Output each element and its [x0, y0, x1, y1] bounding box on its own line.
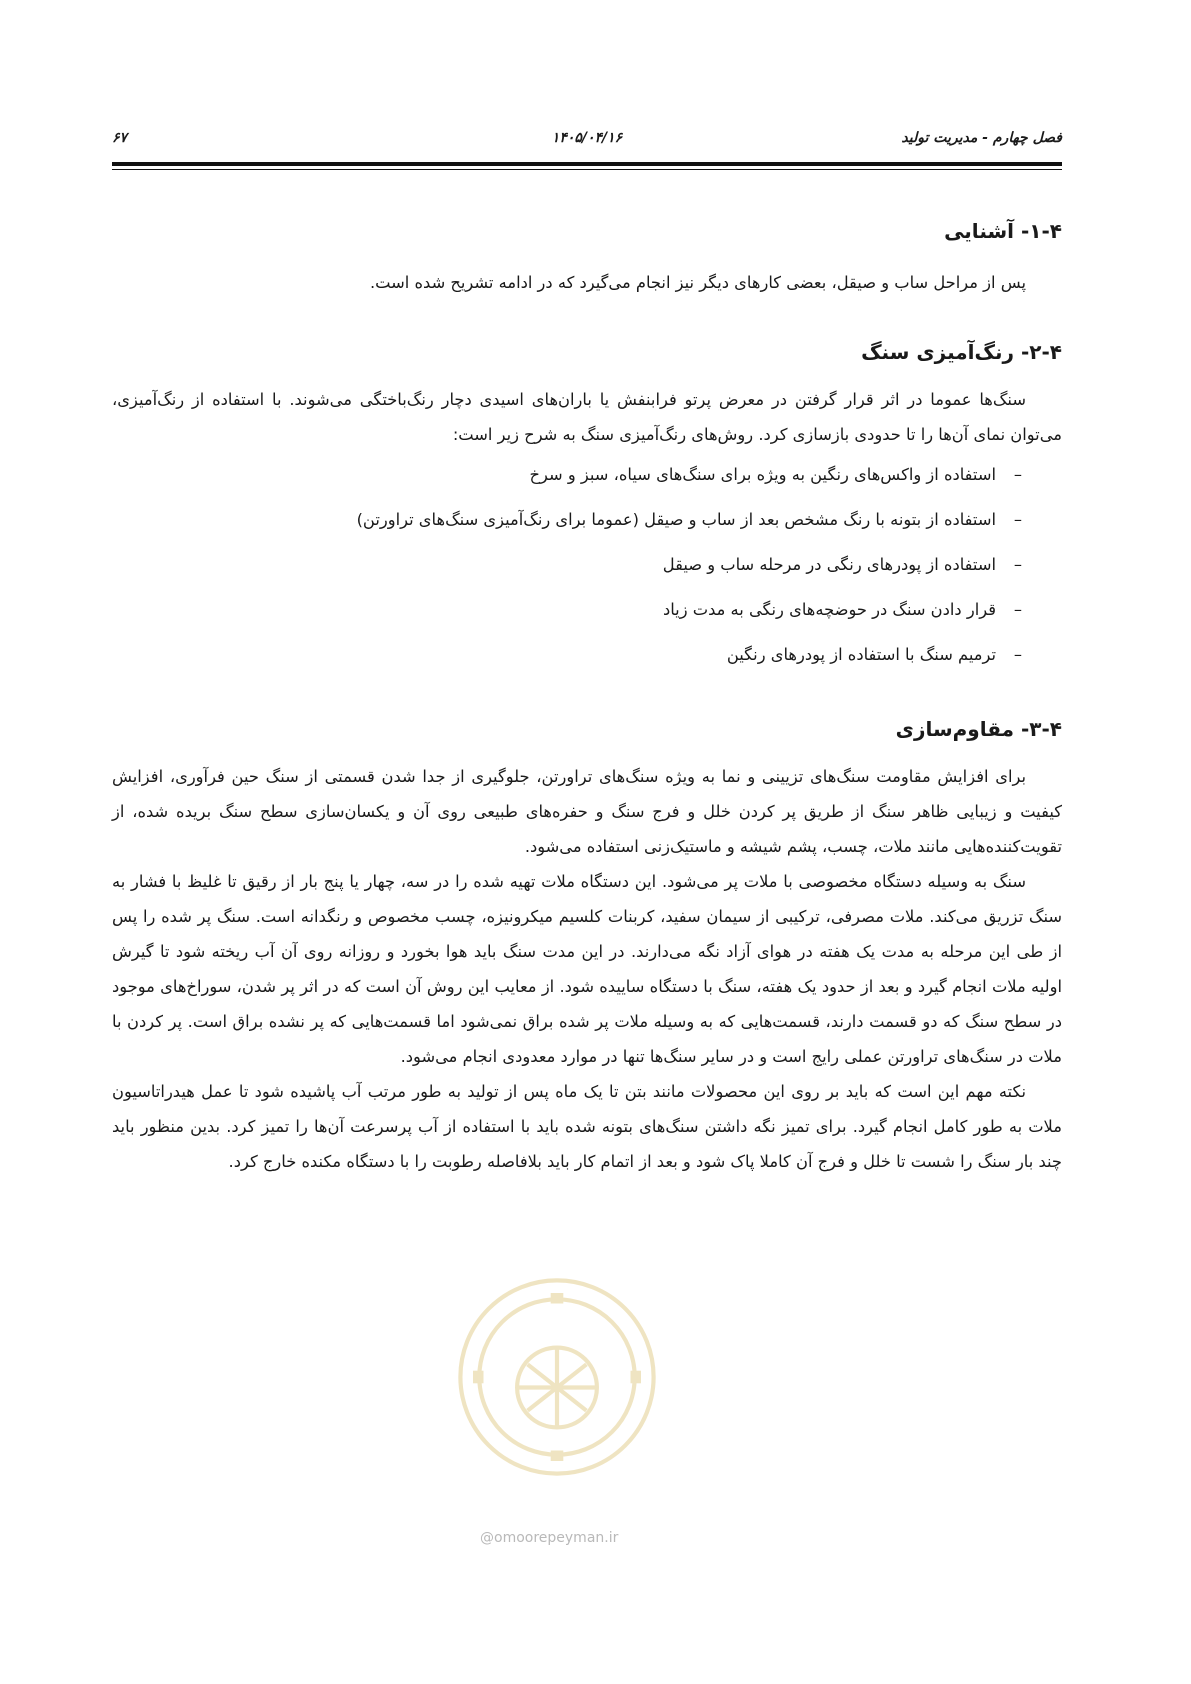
page-header	[112, 130, 1062, 154]
section-2-paragraph: سنگ‌ها عموما در اثر قرار گرفتن در معرض پرتو فرابنفش یا باران‌های اسیدی دچار رنگ‌باختگی می‌شوند. با استفاده از رنگ‌آمیزی، می‌توان نمای آن‌ها را تا حدودی بازسازی کرد. روش‌های رنگ‌آمیزی سنگ به شرح زیر است:	[112, 390, 1062, 444]
coloring-methods-list	[112, 452, 1062, 677]
watermark-site: @omoorepeyman.ir	[480, 1530, 619, 1546]
page-body	[112, 205, 1062, 1179]
list-dash: –	[1013, 645, 1022, 664]
list-dash: –	[1013, 510, 1022, 529]
list-dash: –	[1013, 555, 1022, 574]
header-date: ۱۴۰۵/۰۴/۱۶	[551, 130, 623, 146]
list-item: –استفاده از بتونه با رنگ مشخص بعد از ساب و صیقل (عموما برای رنگ‌آمیزی سنگ‌های تراورتن)	[112, 497, 1022, 542]
list-item: –استفاده از پودرهای رنگی در مرحله ساب و صیقل	[112, 542, 1022, 587]
list-dash: –	[1013, 600, 1022, 619]
header-rule-thin	[112, 169, 1062, 170]
section-1-paragraph: پس از مراحل ساب و صیقل، بعضی کارهای دیگر نیز انجام می‌گیرد که در ادامه تشریح شده است.	[369, 273, 1026, 292]
list-item: –ترمیم سنگ با استفاده از پودرهای رنگین	[112, 632, 1022, 677]
header-rule-thick	[112, 162, 1062, 166]
section-3-heading: ۳-۴- مقاوم‌سازی	[895, 717, 1062, 741]
section-3-paragraph-2: سنگ به وسیله دستگاه مخصوصی با ملات پر می‌شود. این دستگاه ملات تهیه شده را در سه، چهار یا پنج بار از رقیق تا غلیظ با فشار به سنگ تزریق می‌کند. ملات مصرفی، ترکیبی از سیمان سفید، کربنات کلسیم میکرونیزه، چسب مخصوص و رنگدانه است. سنگ پر شده را پس از طی این مرحله به مدت یک هفته در هوای آزاد نگه می‌دارند. در این مدت سنگ باید هوا بخورد و روزانه روی آن آب ریخته شود تا گیرش اولیه ملات انجام گیرد و بعد از حدود یک هفته، سنگ با دستگاه ساییده شود. از معایب این روش آن است که در اثر پر شدن، سوراخ‌های موجود در سطح سنگ که دو قسمت دارند، قسمت‌هایی که به وسیله ملات پر شده براق نمی‌شود اما قسمت‌هایی که پر نشده براق است. پر کردن با ملات در سنگ‌های تراورتن عملی رایج است و در سایر سنگ‌ها تنها در موارد معدودی انجام می‌شود.	[112, 872, 1062, 1066]
list-dash: –	[1013, 465, 1022, 484]
watermark-seal-icon	[452, 1272, 662, 1482]
list-item: –استفاده از واکس‌های رنگین به ویژه برای سنگ‌های سیاه، سبز و سرخ	[112, 452, 1022, 497]
section-3-paragraph-3: نکته مهم این است که باید بر روی این محصولات مانند بتن تا یک ماه پس از تولید به طور مرتب آب پاشیده شود تا عمل هیدراتاسیون ملات به طور کامل انجام گیرد. برای تمیز نگه داشتن سنگ‌های بتونه شده باید با استفاده از آب پرسرعت آن‌ها را تمیز کرد. بدین منظور باید چند بار سنگ را شست تا خلل و فرج آن کاملا پاک شود و بعد از اتمام کار باید بلافاصله رطوبت را با دستگاه مکنده خارج کرد.	[112, 1082, 1062, 1171]
section-2-heading: ۲-۴- رنگ‌آمیزی سنگ	[861, 340, 1062, 364]
section-3-paragraph-1: برای افزایش مقاومت سنگ‌های تزیینی و نما به ویژه سنگ‌های تراورتن، جلوگیری از جدا شدن قسمتی از سنگ حین فرآوری، افزایش کیفیت و زیبایی ظاهر سنگ از طریق پر کردن خلل و فرج سنگ و حفره‌های طبیعی روی آن و یکسان‌سازی سطح سنگ بریده شده، از تقویت‌کننده‌هایی مانند ملات، چسب، پشم شیشه و ماستیک‌زنی استفاده می‌شود.	[112, 767, 1062, 856]
chapter-title: فصل چهارم - مدیریت تولید	[901, 130, 1062, 146]
page-number: ۶۷	[112, 130, 128, 146]
section-1-heading: ۱-۴- آشنایی	[944, 219, 1062, 243]
list-item: –قرار دادن سنگ در حوضچه‌های رنگی به مدت زیاد	[112, 587, 1022, 632]
